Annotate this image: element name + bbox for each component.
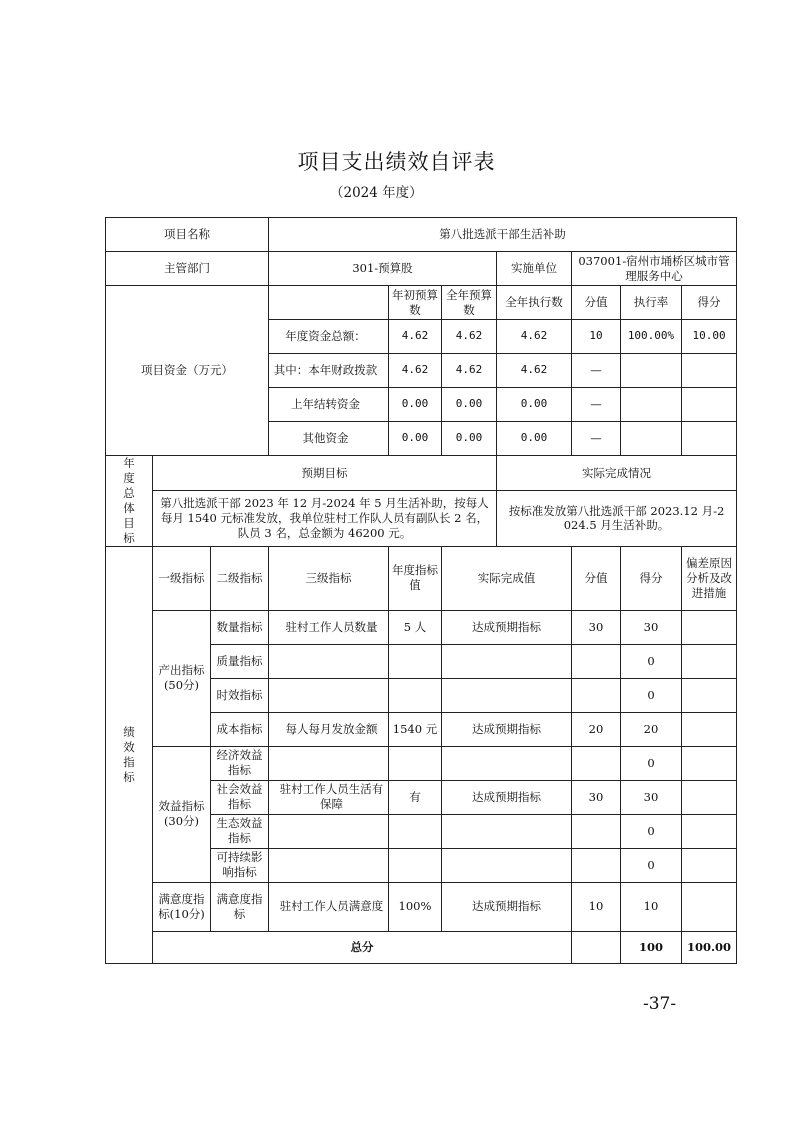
indicator-target [389,746,442,780]
funds-row-initial: 4.62 [389,354,442,388]
funds-row-rate [621,422,682,456]
total-score-value: 100 [621,931,682,963]
total-blank [572,931,621,963]
indicator-level3 [269,678,389,712]
page-subtitle-year: （2024 年度） [330,185,423,201]
indicator-level2: 社会效益指标 [211,780,269,814]
indicator-target [389,848,442,882]
indicator-actual: 达成预期指标 [442,712,572,746]
indicator-actual [442,848,572,882]
indicators-header-level2: 二级指标 [211,546,269,610]
indicator-level3: 驻村工作人员生活有保障 [269,780,389,814]
indicator-score-value [572,848,621,882]
indicator-remark [682,678,737,712]
indicator-level2: 满意度指标 [211,882,269,931]
row-goals-content [106,491,737,546]
indicator-row [106,882,737,931]
funds-row-annual: 0.00 [442,422,497,456]
funds-row-rate: 100.00% [621,320,682,354]
indicator-score: 20 [621,712,682,746]
funds-row-initial: 0.00 [389,388,442,422]
funds-row-rate [621,388,682,422]
indicators-header-level1: 一级指标 [153,546,211,610]
funds-row-annual: 0.00 [442,388,497,422]
indicator-score: 0 [621,746,682,780]
indicator-target: 100% [389,882,442,931]
indicator-level2: 成本指标 [211,712,269,746]
indicator-level3 [269,814,389,848]
funds-header-score: 得分 [682,286,737,320]
indicator-target: 有 [389,780,442,814]
row-goals-header [106,456,737,491]
funds-row-label: 其中：本年财政拨款 [269,354,389,388]
goals-expected-text: 第八批选派干部 2023 年 12 月-2024 年 5 月生活补助，按每人每月 1540 元标准发放，我单位驻村工作队人员有副队长 2 名，队员 3 名，总金额为 46200 元。 [153,491,497,546]
indicator-actual [442,746,572,780]
indicators-header-score: 得分 [621,546,682,610]
indicator-score: 10 [621,882,682,931]
unit-value: 037001-宿州市埇桥区城市管理服务中心 [572,252,737,286]
funds-row-score [682,388,737,422]
funds-row-score-value: 10 [572,320,621,354]
indicator-actual: 达成预期指标 [442,780,572,814]
indicator-remark [682,712,737,746]
total-label: 总分 [153,931,572,963]
funds-row-executed: 4.62 [497,354,572,388]
indicator-actual [442,678,572,712]
indicator-score-value [572,678,621,712]
indicator-level3 [269,746,389,780]
row-dept [106,252,737,286]
indicator-level3 [269,848,389,882]
indicator-remark [682,644,737,678]
indicators-header-actual: 实际完成值 [442,546,572,610]
funds-row-score-value: — [572,422,621,456]
total-score: 100.00 [682,931,737,963]
funds-row-rate [621,354,682,388]
indicators-header-remark: 偏差原因分析及改进措施 [682,546,737,610]
funds-row-score-value: — [572,388,621,422]
funds-row-score: 10.00 [682,320,737,354]
funds-row-executed: 4.62 [497,320,572,354]
funds-row-initial: 4.62 [389,320,442,354]
funds-header-executed: 全年执行数 [497,286,572,320]
indicator-score: 30 [621,780,682,814]
indicator-score-value [572,644,621,678]
row-funds-header [106,286,737,320]
funds-header-score-value: 分值 [572,286,621,320]
indicator-remark [682,780,737,814]
indicator-level3 [269,644,389,678]
indicator-actual [442,814,572,848]
indicators-header-score-value: 分值 [572,546,621,610]
indicator-row [106,746,737,780]
indicator-actual: 达成预期指标 [442,882,572,931]
goals-expected-header: 预期目标 [153,456,497,491]
indicator-target: 5 人 [389,610,442,644]
indicator-score-value: 30 [572,780,621,814]
indicator-score: 0 [621,644,682,678]
funds-row-annual: 4.62 [442,354,497,388]
goals-actual-header: 实际完成情况 [497,456,737,491]
dept-label: 主管部门 [106,252,269,286]
performance-table [105,217,737,964]
indicator-score: 0 [621,678,682,712]
indicator-level1: 产出指标(50分) [153,610,211,746]
funds-row-score-value: — [572,354,621,388]
indicator-score-value [572,814,621,848]
row-project-name [106,218,737,252]
funds-header-blank [269,286,389,320]
indicator-score: 0 [621,814,682,848]
indicator-level3: 驻村工作人员满意度 [269,882,389,931]
indicators-header-target: 年度指标值 [389,546,442,610]
funds-row-score [682,422,737,456]
funds-row-score [682,354,737,388]
indicator-level3: 驻村工作人员数量 [269,610,389,644]
project-name-value: 第八批选派干部生活补助 [269,218,737,252]
indicator-target [389,678,442,712]
indicator-target: 1540 元 [389,712,442,746]
funds-header-annual: 全年预算数 [442,286,497,320]
funds-row-executed: 0.00 [497,422,572,456]
indicator-score: 30 [621,610,682,644]
indicator-actual: 达成预期指标 [442,610,572,644]
page-title: 项目支出绩效自评表 [297,150,496,174]
indicator-row [106,610,737,644]
indicator-score-value: 10 [572,882,621,931]
indicator-remark [682,746,737,780]
funds-row-label: 年度资金总额： [269,320,389,354]
project-name-label: 项目名称 [106,218,269,252]
indicators-label: 绩效指标 [106,546,153,963]
indicator-level2: 质量指标 [211,644,269,678]
indicator-remark [682,882,737,931]
indicator-level1: 效益指标(30分) [153,746,211,882]
funds-header-initial: 年初预算数 [389,286,442,320]
page-number: -37- [643,994,677,1014]
dept-value: 301-预算股 [269,252,497,286]
funds-header-rate: 执行率 [621,286,682,320]
indicator-actual [442,644,572,678]
indicators-header-level3: 三级指标 [269,546,389,610]
funds-row-initial: 0.00 [389,422,442,456]
indicator-score-value: 20 [572,712,621,746]
indicator-level2: 可持续影响指标 [211,848,269,882]
goals-label: 年度总体目标 [106,456,153,547]
indicator-score: 0 [621,848,682,882]
funds-row-executed: 0.00 [497,388,572,422]
indicator-level2: 时效指标 [211,678,269,712]
indicator-target [389,644,442,678]
indicator-level3: 每人每月发放金额 [269,712,389,746]
funds-label: 项目资金（万元） [106,286,269,456]
goals-actual-text: 按标准发放第八批选派干部 2023.12 月-2024.5 月生活补助。 [497,491,737,546]
indicator-score-value [572,746,621,780]
row-total [106,931,737,963]
indicator-score-value: 30 [572,610,621,644]
indicator-remark [682,610,737,644]
row-indicators-header [106,546,737,610]
funds-row-label: 其他资金 [269,422,389,456]
funds-row-label: 上年结转资金 [269,388,389,422]
indicator-remark [682,814,737,848]
indicator-remark [682,848,737,882]
indicator-level1: 满意度指标(10分) [153,882,211,931]
indicator-level2: 生态效益指标 [211,814,269,848]
unit-label: 实施单位 [497,252,572,286]
indicator-target [389,814,442,848]
indicator-level2: 经济效益指标 [211,746,269,780]
indicator-level2: 数量指标 [211,610,269,644]
funds-row-annual: 4.62 [442,320,497,354]
